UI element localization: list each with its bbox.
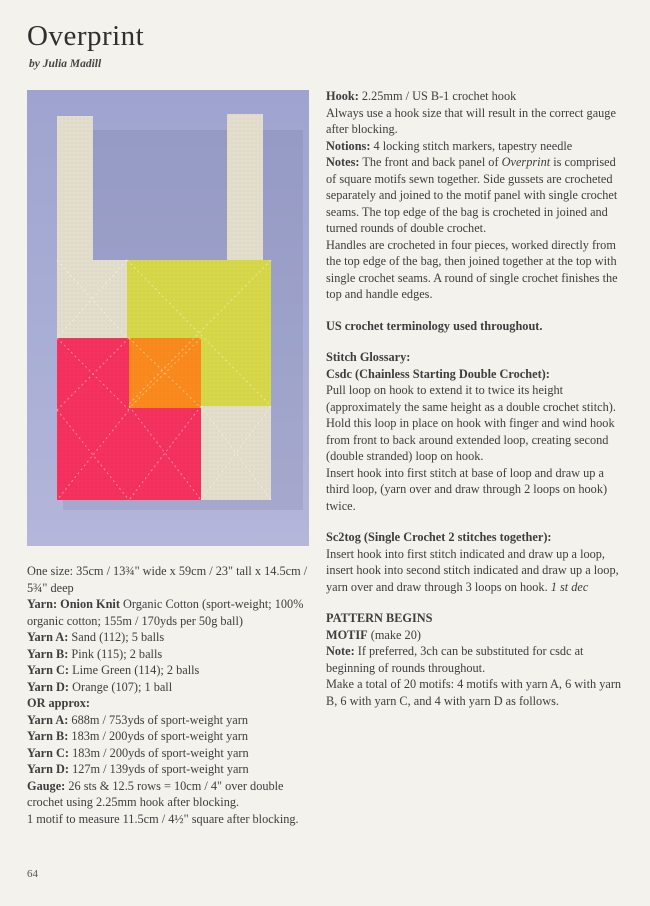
glossary-heading: Stitch Glossary: [326,350,411,364]
alt-yarn-b-line: Yarn B: 183m / 200yds of sport-weight yarn [27,729,248,743]
alt-yarn-d-line: Yarn D: 127m / 139yds of sport-weight yarn [27,762,249,776]
yarn-b-line: Yarn B: Pink (115); 2 balls [27,646,163,661]
sc2tog-heading: Sc2tog (Single Crochet 2 stitches together): [326,530,552,544]
size-text: One size: 35cm / 13¾" wide x 59cm / 23" tall x 14.5cm / 5¾" deep [27,564,308,595]
yarn-c-line: Yarn C: Lime Green (114); 2 balls [27,663,200,677]
bag-photo [27,90,309,546]
pattern-heading: PATTERN BEGINS [326,611,433,625]
yarn-a-line: Yarn A: Sand (112); 5 balls [27,630,165,644]
byline: by Julia Madill [29,58,102,70]
motif-heading-line: MOTIF (make 20) [326,627,421,642]
terminology-note: US crochet terminology used throughout. [326,318,543,333]
or-approx-label: OR approx: [27,696,90,710]
csdc-text-1: Pull loop on hook to extend it to twice its height (approximately the same height as a double crochet stitch). Hold this loop in place on hook with finger and wind hook from front to back around extended loop, creating second (double stranded) loop on hook. [326,383,616,463]
alt-yarn-c-line: Yarn C: 183m / 200yds of sport-weight yarn [27,745,249,760]
hook-line: Hook: 2.25mm / US B-1 crochet hook [326,89,517,103]
csdc-text-2: Insert hook into first stitch at base of loop and draw up a third loop, (yarn over and draw through 2 loops on hook) twice. [326,465,608,513]
csdc-heading: Csdc (Chainless Starting Double Crochet): [326,366,550,381]
hook-note: Always use a hook size that will result in the correct gauge after blocking. [326,105,616,136]
gauge-line: Gauge: 26 sts & 12.5 rows = 10cm / 4" over double crochet using 2.25mm hook after blocking. [27,778,284,809]
article-title: Overprint [27,20,145,52]
handles-paragraph: Handles are crocheted in four pieces, worked directly from the top edge of the bag, then joined together at the top with single crochet seams. A round of single crochet finishes the top and handle edges. [326,237,618,301]
instructions-column [326,88,624,709]
page-number: 64 [27,868,38,880]
crochet-bag-illustration [27,90,309,546]
motif-measure: 1 motif to measure 11.5cm / 4½" square after blocking. [27,811,299,826]
make-total-text: Make a total of 20 motifs: 4 motifs with yarn A, 6 with yarn B, 6 with yarn C, and 4 with yarn D as follows. [326,677,622,708]
notes-paragraph: Notes: The front and back panel of Overprint is comprised of square motifs sewn together. Side gussets are crocheted separately and joined to the motif panel with single crochet seams. The top edge of the bag is crocheted in joined and turned rounds of double crochet. [326,155,618,235]
notions-line: Notions: 4 locking stitch markers, tapestry needle [326,138,573,153]
yarn-line: Yarn: Onion Knit Organic Cotton (sport-weight; 100% organic cotton; 155m / 170yds per 50g ball) [27,597,304,628]
materials-column [27,563,312,827]
yarn-d-line: Yarn D: Orange (107); 1 ball [27,679,173,694]
sc2tog-text: Insert hook into first stitch indicated and draw up a loop, insert hook into second stitch indicated and draw up a loop, yarn over and draw through 3 loops on hook. 1 st dec [326,546,619,594]
alt-yarn-a-line: Yarn A: 688m / 753yds of sport-weight yarn [27,712,248,727]
note-line: Note: If preferred, 3ch can be substituted for csdc at beginning of rounds throughout. [326,644,584,675]
